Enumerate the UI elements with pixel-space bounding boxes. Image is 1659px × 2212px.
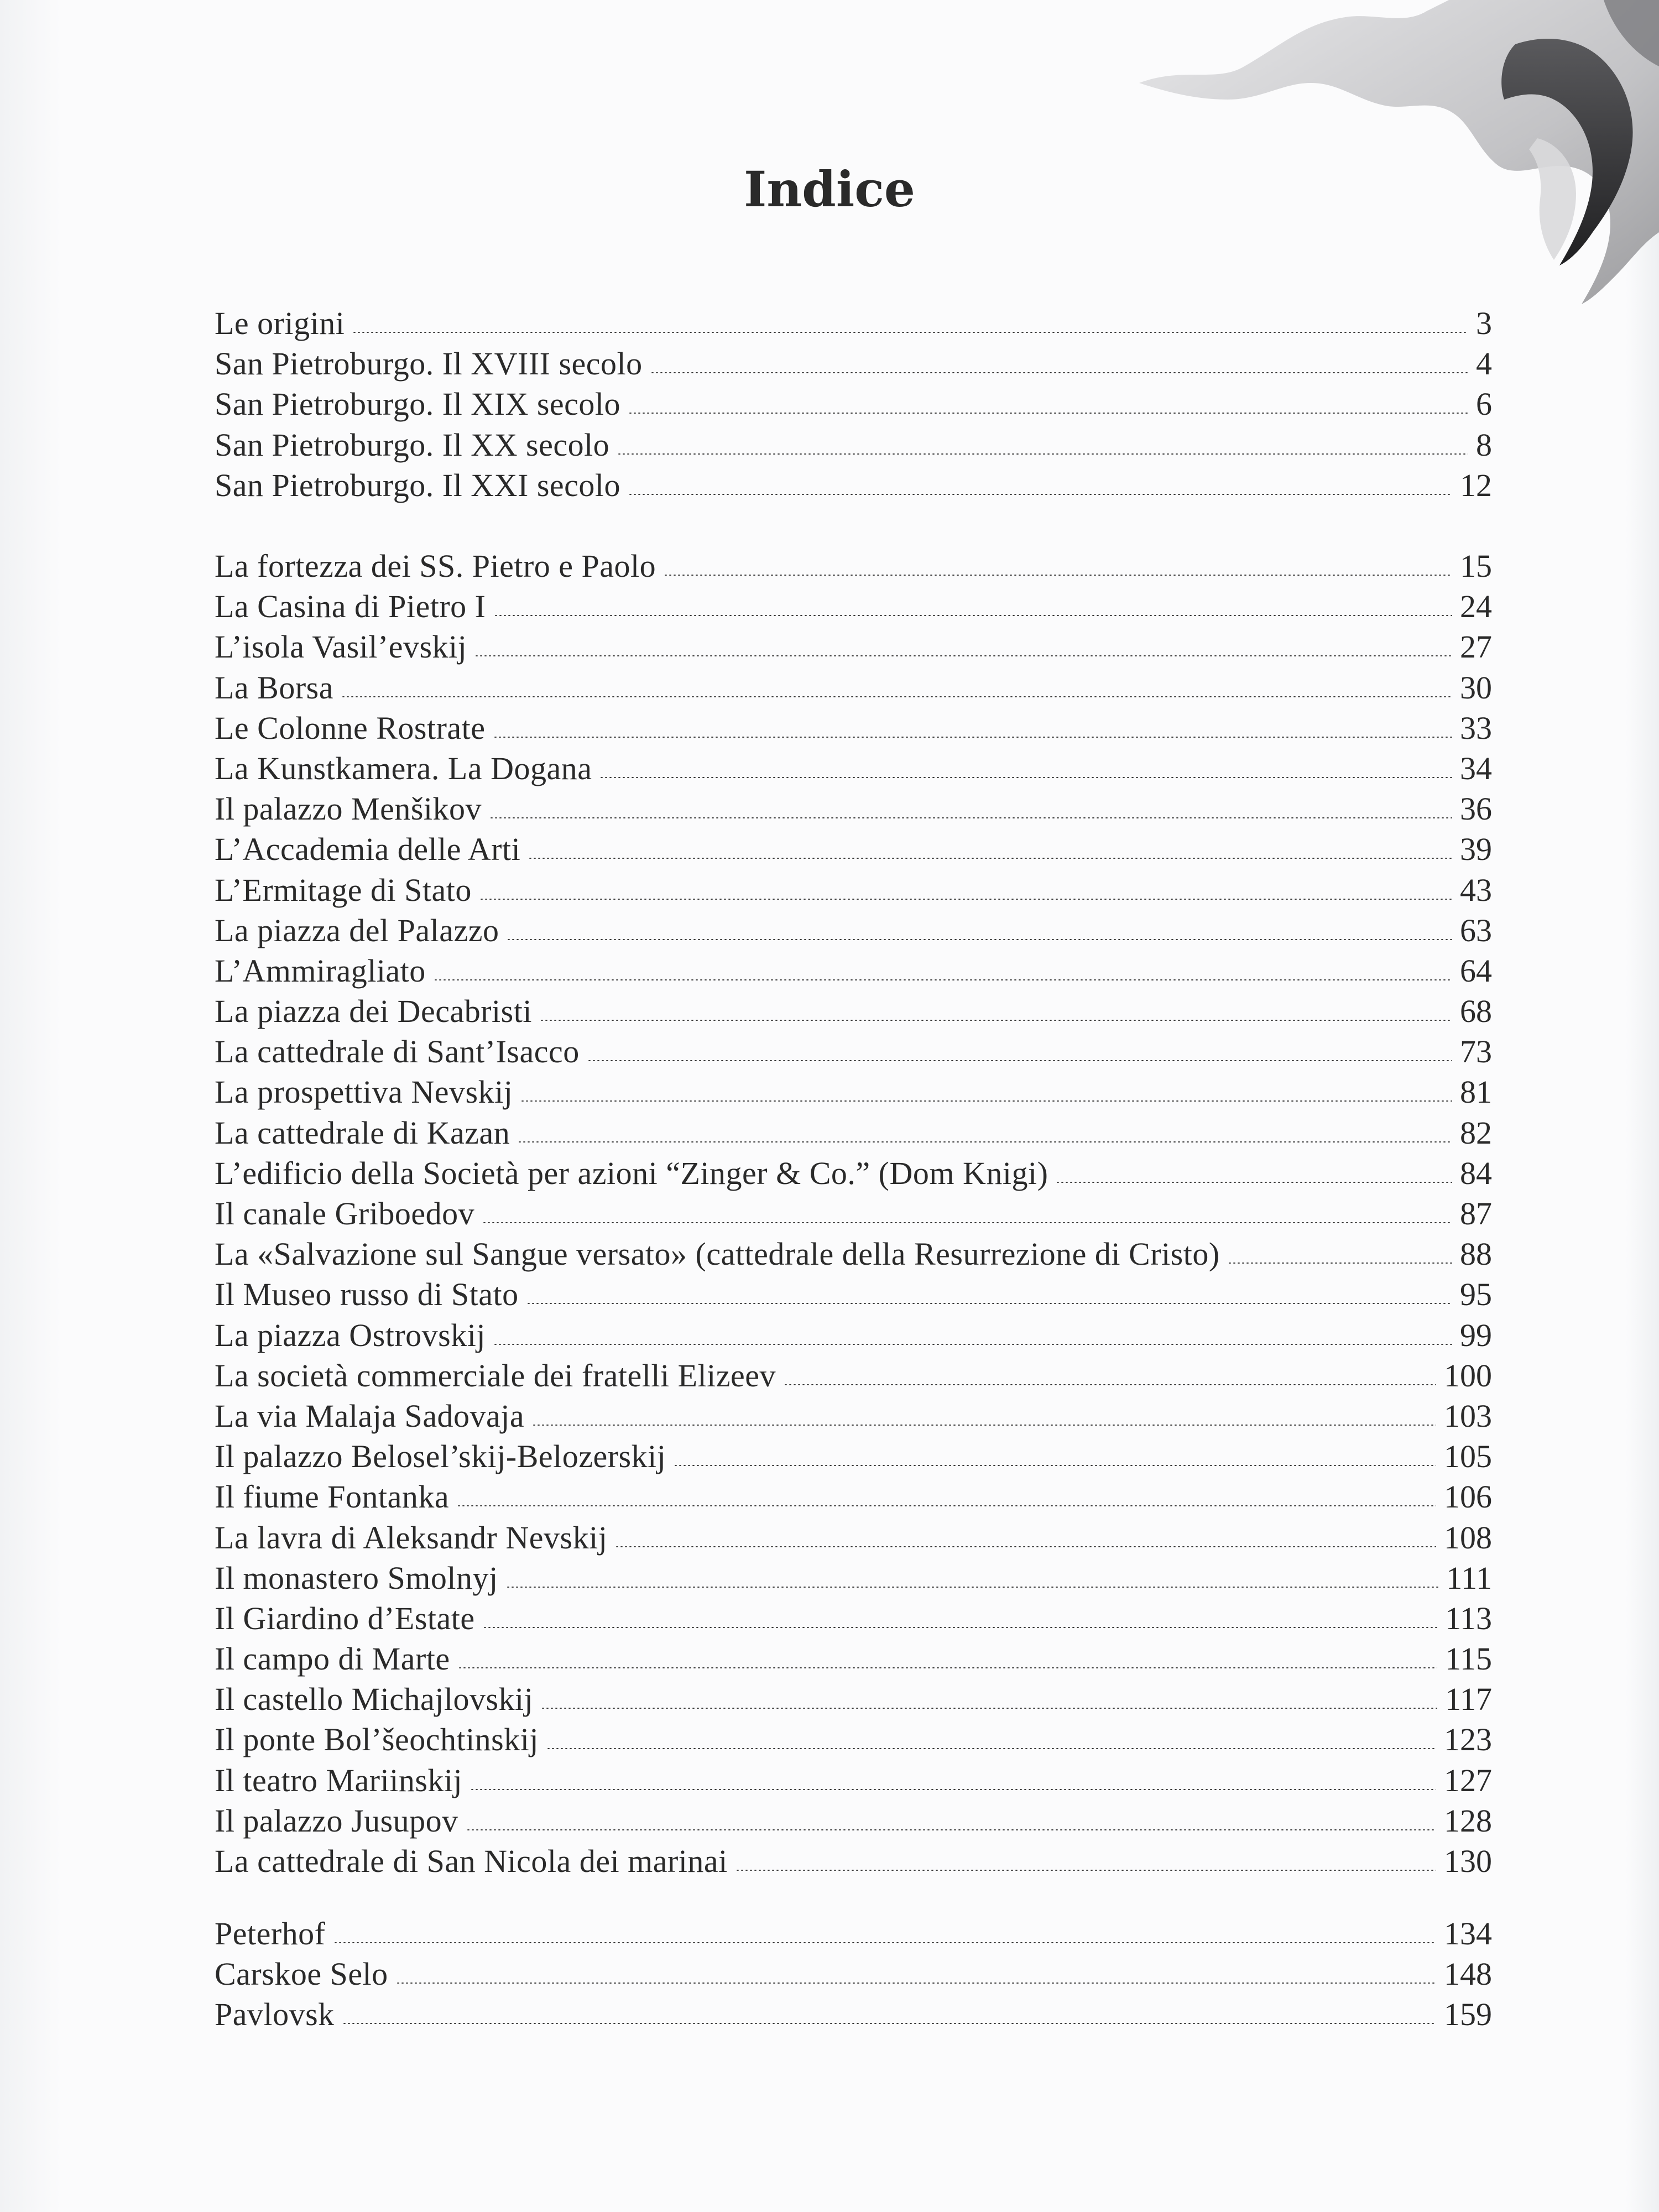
toc-entry-label: La cattedrale di San Nicola dei marinai bbox=[215, 1843, 728, 1879]
dot-leader bbox=[494, 615, 1452, 616]
dot-leader bbox=[479, 899, 1452, 900]
toc-entry-page: 8 bbox=[1476, 426, 1492, 463]
toc-entry-label: L’Ammiragliato bbox=[215, 952, 426, 989]
toc-entry bbox=[215, 1598, 1492, 1639]
dot-leader bbox=[396, 1983, 1436, 1984]
toc-entry bbox=[215, 1558, 1492, 1598]
toc-entry-page: 81 bbox=[1460, 1074, 1492, 1110]
toc-entry bbox=[215, 708, 1492, 748]
toc-entry-page: 88 bbox=[1460, 1236, 1492, 1272]
toc-entry-page: 39 bbox=[1460, 831, 1492, 868]
toc-entry-page: 24 bbox=[1460, 588, 1492, 625]
toc-entry bbox=[215, 465, 1492, 505]
toc-entry-label: San Pietroburgo. Il XX secolo bbox=[215, 426, 610, 463]
toc-entry-page: 127 bbox=[1444, 1762, 1492, 1798]
toc-entry bbox=[215, 384, 1492, 424]
toc-entry-label: Il Museo russo di Stato bbox=[215, 1276, 519, 1313]
toc-entry-page: 130 bbox=[1444, 1843, 1492, 1879]
toc-entry-label: Il monastero Smolnyj bbox=[215, 1559, 498, 1596]
dot-leader bbox=[342, 2023, 1436, 2024]
toc-entry-label: Il canale Griboedov bbox=[215, 1196, 475, 1232]
toc-entry-page: 43 bbox=[1460, 872, 1492, 908]
toc-entry bbox=[215, 1031, 1492, 1072]
dot-leader bbox=[507, 939, 1452, 940]
toc-entry-label: Le origini bbox=[215, 305, 345, 341]
dot-leader bbox=[541, 1708, 1437, 1709]
toc-entry-page: 63 bbox=[1460, 912, 1492, 948]
toc-entry bbox=[215, 1517, 1492, 1558]
toc-entry-page: 30 bbox=[1460, 669, 1492, 706]
toc-entry-label: Le Colonne Rostrate bbox=[215, 709, 486, 746]
toc-entry bbox=[215, 627, 1492, 667]
toc-group-surroundings bbox=[215, 1913, 1492, 2035]
page-shadow-right bbox=[1626, 0, 1659, 2212]
toc-entry bbox=[215, 667, 1492, 708]
toc-entry-page: 103 bbox=[1444, 1397, 1492, 1434]
dot-leader bbox=[540, 1020, 1452, 1021]
toc-entry bbox=[215, 1913, 1492, 1954]
toc-entry-label: La «Salvazione sul Sangue versato» (cattedrale della Resurrezione di Cristo) bbox=[215, 1236, 1220, 1272]
toc-entry-label: Il fiume Fontanka bbox=[215, 1479, 450, 1515]
toc-entry bbox=[215, 1274, 1492, 1314]
dot-leader bbox=[458, 1667, 1438, 1668]
toc-entry-page: 113 bbox=[1445, 1600, 1492, 1636]
toc-group-history bbox=[215, 303, 1492, 505]
toc-entry-label: Carskoe Selo bbox=[215, 1956, 388, 1992]
dot-leader bbox=[615, 1546, 1436, 1547]
toc-entry-label: L’isola Vasil’evskij bbox=[215, 629, 467, 665]
toc-entry-label: Il palazzo Jusupov bbox=[215, 1802, 458, 1839]
toc-entry bbox=[215, 1193, 1492, 1234]
toc-entry-page: 3 bbox=[1476, 305, 1492, 341]
dot-leader bbox=[617, 453, 1468, 455]
toc-entry bbox=[215, 789, 1492, 829]
toc-entry-label: La lavra di Aleksandr Nevskij bbox=[215, 1519, 608, 1556]
toc-entry bbox=[215, 748, 1492, 789]
dot-leader bbox=[483, 1627, 1438, 1628]
toc-entry bbox=[215, 1760, 1492, 1801]
toc-entry bbox=[215, 951, 1492, 991]
dot-leader bbox=[489, 817, 1452, 818]
dot-leader bbox=[482, 1222, 1452, 1223]
dot-leader bbox=[674, 1465, 1436, 1466]
toc-entry-label: La via Malaja Sadovaja bbox=[215, 1397, 525, 1434]
toc-entry-page: 4 bbox=[1476, 346, 1492, 382]
toc-entry-label: La prospettiva Nevskij bbox=[215, 1074, 513, 1110]
dot-leader bbox=[434, 979, 1452, 980]
toc-entry-page: 6 bbox=[1476, 386, 1492, 422]
page-shadow-left bbox=[0, 0, 61, 2212]
toc-entry-page: 82 bbox=[1460, 1114, 1492, 1151]
toc-entry-label: La società commerciale dei fratelli Elizeev bbox=[215, 1357, 776, 1394]
toc-entry-label: La piazza del Palazzo bbox=[215, 912, 499, 948]
dot-leader bbox=[518, 1141, 1452, 1142]
toc-entry-page: 159 bbox=[1444, 1996, 1492, 2033]
toc-entry bbox=[215, 303, 1492, 343]
toc-entry-label: Il Giardino d’Estate bbox=[215, 1600, 475, 1636]
toc-entry-page: 115 bbox=[1445, 1641, 1492, 1677]
toc-entry-page: 34 bbox=[1460, 750, 1492, 786]
dot-leader bbox=[493, 737, 1452, 738]
toc-entry-label: Il campo di Marte bbox=[215, 1641, 450, 1677]
toc-entry bbox=[215, 1315, 1492, 1355]
toc-entry-label: San Pietroburgo. Il XIX secolo bbox=[215, 386, 620, 422]
toc-entry-page: 123 bbox=[1444, 1721, 1492, 1758]
toc-entry bbox=[215, 1355, 1492, 1396]
dot-leader bbox=[466, 1829, 1436, 1830]
toc-entry-label: La Casina di Pietro I bbox=[215, 588, 486, 625]
toc-entry-label: Il castello Michajlovskij bbox=[215, 1681, 534, 1718]
toc-entry-label: La cattedrale di Sant’Isacco bbox=[215, 1034, 580, 1070]
dot-leader bbox=[506, 1587, 1439, 1588]
dot-leader bbox=[333, 1942, 1437, 1943]
dot-leader bbox=[1056, 1182, 1452, 1183]
dot-leader bbox=[650, 372, 1468, 373]
toc-entry-page: 111 bbox=[1446, 1559, 1492, 1596]
toc-entry-page: 15 bbox=[1460, 548, 1492, 584]
toc-entry-page: 87 bbox=[1460, 1196, 1492, 1232]
toc-entry-page: 134 bbox=[1444, 1916, 1492, 1952]
toc-entry-label: Il teatro Mariinskij bbox=[215, 1762, 463, 1798]
toc-entry-page: 33 bbox=[1460, 709, 1492, 746]
toc-entry-page: 105 bbox=[1444, 1438, 1492, 1475]
toc-entry bbox=[215, 1639, 1492, 1679]
toc-entry bbox=[215, 586, 1492, 627]
dot-leader bbox=[532, 1425, 1436, 1426]
dot-leader bbox=[352, 332, 1468, 333]
toc-entry-page: 148 bbox=[1444, 1956, 1492, 1992]
dot-leader bbox=[784, 1384, 1436, 1385]
toc-entry-label: La cattedrale di Kazan bbox=[215, 1114, 510, 1151]
toc-entry bbox=[215, 910, 1492, 951]
toc-entry-label: San Pietroburgo. Il XVIII secolo bbox=[215, 346, 643, 382]
toc-entry bbox=[215, 1113, 1492, 1153]
toc-entry bbox=[215, 1153, 1492, 1193]
toc-entry bbox=[215, 1841, 1492, 1881]
toc-entry-label: Pavlovsk bbox=[215, 1996, 335, 2033]
toc-entry-page: 106 bbox=[1444, 1479, 1492, 1515]
toc-entry-page: 64 bbox=[1460, 952, 1492, 989]
dot-leader bbox=[546, 1748, 1436, 1749]
dot-leader bbox=[587, 1060, 1452, 1061]
toc-entry-page: 12 bbox=[1460, 467, 1492, 503]
dot-leader bbox=[457, 1505, 1436, 1506]
toc-entry-label: La Kunstkamera. La Dogana bbox=[215, 750, 592, 786]
toc-entry-label: L’Ermitage di Stato bbox=[215, 872, 472, 908]
toc-entry bbox=[215, 991, 1492, 1031]
toc-entry bbox=[215, 1719, 1492, 1760]
toc-entry-label: La fortezza dei SS. Pietro e Paolo bbox=[215, 548, 656, 584]
toc-entry-label: Il palazzo Menšikov bbox=[215, 791, 482, 827]
toc-entry-page: 100 bbox=[1444, 1357, 1492, 1394]
toc-entry bbox=[215, 1436, 1492, 1477]
toc-group-city-sights bbox=[215, 546, 1492, 1881]
dot-leader bbox=[470, 1789, 1436, 1790]
toc-entry-page: 27 bbox=[1460, 629, 1492, 665]
dot-leader bbox=[526, 1303, 1452, 1304]
toc-entry-page: 99 bbox=[1460, 1317, 1492, 1353]
dot-leader bbox=[599, 777, 1452, 778]
decorative-ornament bbox=[1117, 0, 1659, 310]
toc-entry-label: La piazza dei Decabristi bbox=[215, 993, 532, 1030]
dot-leader bbox=[474, 655, 1452, 656]
dot-leader bbox=[735, 1870, 1436, 1871]
toc-entry bbox=[215, 343, 1492, 384]
toc-entry-page: 128 bbox=[1444, 1802, 1492, 1839]
toc-entry-page: 95 bbox=[1460, 1276, 1492, 1313]
dot-leader bbox=[664, 575, 1452, 576]
dot-leader bbox=[341, 696, 1452, 697]
toc-entry bbox=[215, 1801, 1492, 1841]
toc-entry-label: L’Accademia delle Arti bbox=[215, 831, 521, 868]
toc-entry-label: La piazza Ostrovskij bbox=[215, 1317, 486, 1353]
toc-entry bbox=[215, 1679, 1492, 1719]
toc-entry bbox=[215, 1072, 1492, 1112]
toc-entry-page: 84 bbox=[1460, 1155, 1492, 1191]
dot-leader bbox=[520, 1100, 1452, 1102]
toc-entry-label: La Borsa bbox=[215, 669, 333, 706]
toc-entry bbox=[215, 870, 1492, 910]
toc-entry-page: 117 bbox=[1445, 1681, 1492, 1718]
toc-entry bbox=[215, 1477, 1492, 1517]
toc-entry-page: 36 bbox=[1460, 791, 1492, 827]
toc-entry bbox=[215, 829, 1492, 869]
toc-entry-label: L’edificio della Società per azioni “Zinger & Co.” (Dom Knigi) bbox=[215, 1155, 1048, 1191]
toc-entry bbox=[215, 425, 1492, 465]
toc-entry-page: 73 bbox=[1460, 1034, 1492, 1070]
toc-entry-label: Il palazzo Belosel’skij-Belozerskij bbox=[215, 1438, 666, 1475]
dot-leader bbox=[628, 413, 1468, 414]
toc-entry bbox=[215, 1994, 1492, 2034]
toc-entry-label: Il ponte Bol’šeochtinskij bbox=[215, 1721, 539, 1758]
toc-entry-label: Peterhof bbox=[215, 1916, 326, 1952]
dot-leader bbox=[528, 858, 1452, 859]
dot-leader bbox=[628, 494, 1452, 495]
toc-entry-label: San Pietroburgo. Il XXI secolo bbox=[215, 467, 620, 503]
toc-entry bbox=[215, 546, 1492, 586]
toc-entry bbox=[215, 1396, 1492, 1436]
toc-entry-page: 108 bbox=[1444, 1519, 1492, 1556]
toc-entry bbox=[215, 1954, 1492, 1994]
toc-entry-page: 68 bbox=[1460, 993, 1492, 1030]
dot-leader bbox=[1228, 1262, 1452, 1264]
dot-leader bbox=[493, 1344, 1452, 1345]
toc-entry bbox=[215, 1234, 1492, 1274]
page-title: Indice bbox=[744, 160, 915, 218]
